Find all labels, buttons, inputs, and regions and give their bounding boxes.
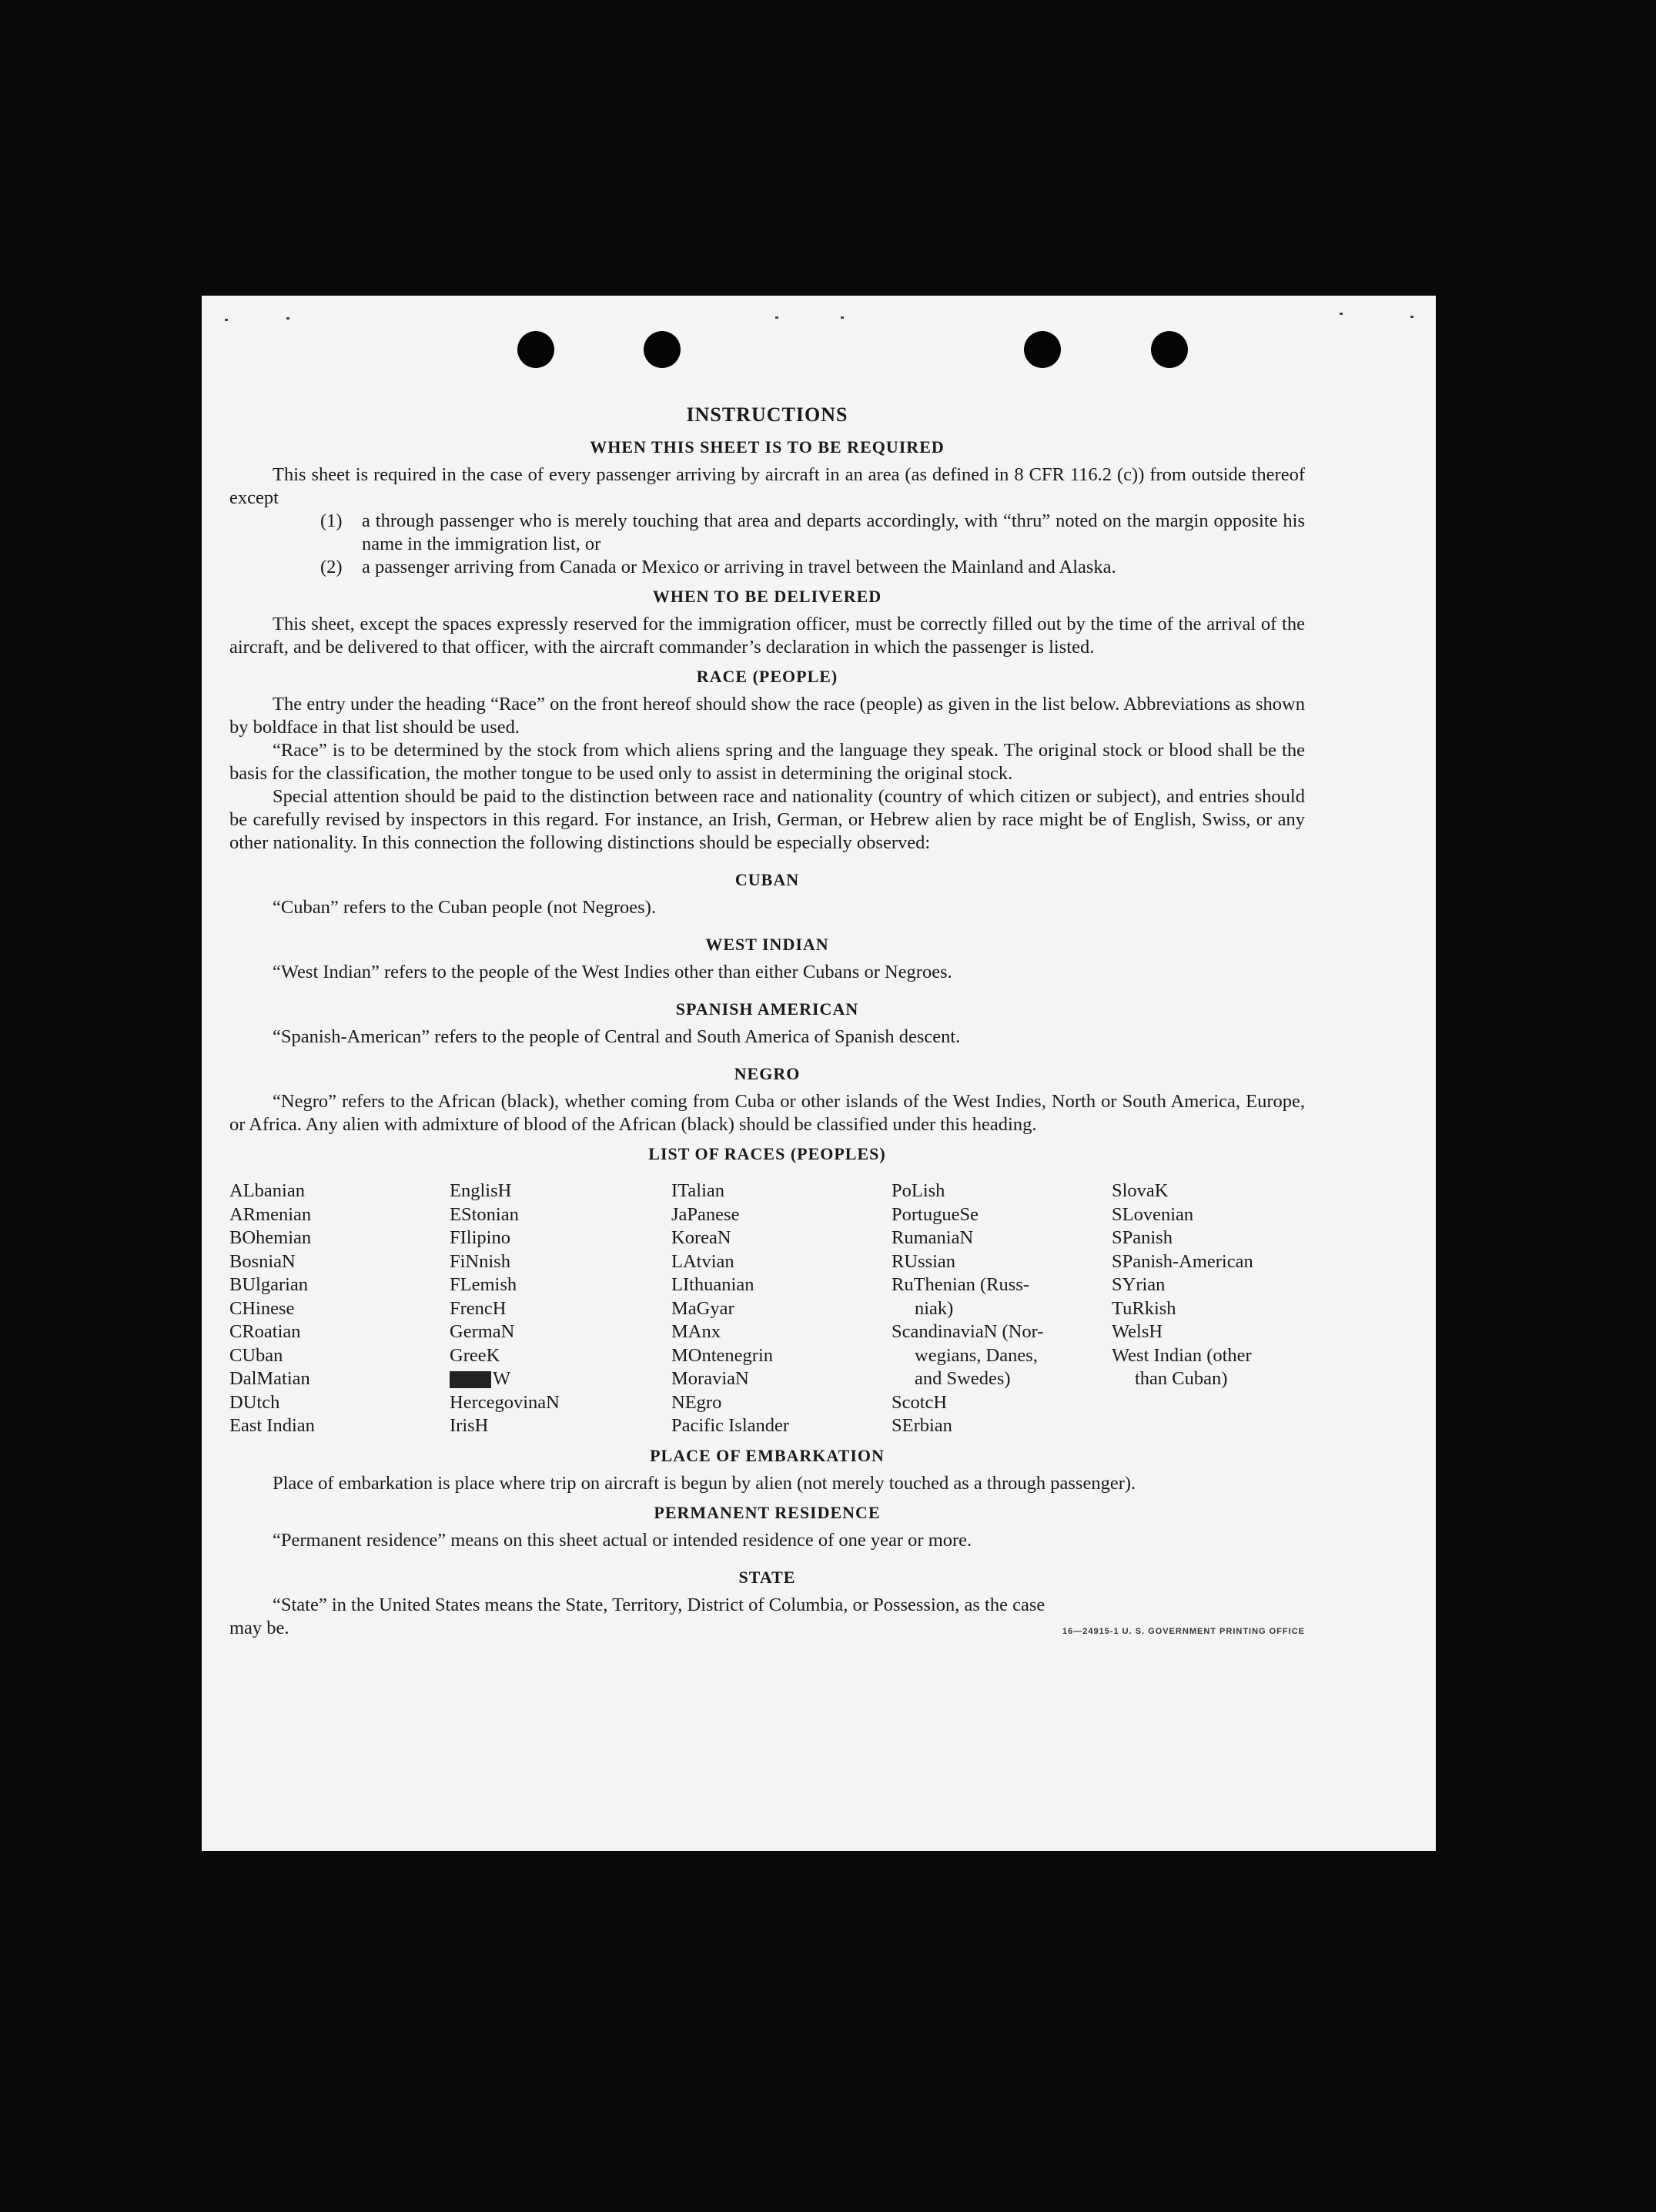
race-entry: CUban [229,1344,283,1366]
race-entry: PortugueSe [892,1203,979,1225]
race-entry: SlovaK [1112,1180,1169,1201]
section-text: “State” in the United States means the State, Territory, District of Columbia, or Possession, as the case [273,1594,1045,1615]
section-heading: WEST INDIAN [705,935,829,954]
race-entry: MoraviaN [671,1368,749,1389]
races-column [450,1180,671,1438]
section-heading: CUBAN [734,870,800,889]
race-entry: SErbian [892,1415,952,1436]
section-heading: SPANISH AMERICAN [675,999,859,1019]
race-entry-continued: and Swedes) [915,1368,1011,1389]
race-entry: ITalian [671,1180,725,1201]
races-column [229,1180,450,1438]
section-heading: PLACE OF EMBARKATION [650,1445,885,1465]
race-entry-continued: niak) [915,1297,954,1319]
race-entry: GreeK [450,1344,500,1366]
section-text: “Race” is to be determined by the stock from which aliens spring and the language they speak. The original stock or blood shall be the basis for the classification, the mother tongue to be used only to assist in determining the original stock. [229,740,1305,784]
race-entry: KoreaN [671,1227,731,1248]
races-column [892,1180,1112,1438]
race-entry: EStonian [450,1203,519,1225]
section-heading: STATE [738,1567,796,1587]
race-entry: TuRkish [1112,1297,1176,1319]
section-text: “Negro” refers to the African (black), whether coming from Cuba or other islands of the West Indies, North or South America, Europe, or Africa. Any alien with admixture of blood of the African (black) should be classified under this heading. [229,1091,1305,1135]
race-entry: DalMatian [229,1368,310,1389]
races-column [671,1180,892,1438]
section-heading: LIST OF RACES (PEOPLES) [648,1144,886,1163]
speck [1340,313,1343,315]
race-entry: BosniaN [229,1250,296,1272]
race-entry-continued: wegians, Danes, [915,1344,1038,1366]
race-entry: GermaN [450,1321,515,1342]
race-entry: FrencH [450,1297,507,1319]
race-entry: FLemish [450,1274,517,1295]
race-entry: DUtch [229,1391,280,1413]
section-heading: PERMANENT RESIDENCE [654,1502,881,1522]
race-entry: MAnx [671,1321,721,1342]
race-entry: WelsH [1112,1321,1163,1342]
race-entry: BOhemian [229,1227,312,1248]
section-text: This sheet, except the spaces expressly reserved for the immigration officer, must be correctly filled out by the time of the arrival of the aircraft, and be delivered to that officer, with the aircraft commander’s declaration in which the passenger is listed. [229,614,1305,658]
section-text-end: may be. [229,1617,289,1638]
race-entry: LAtvian [671,1250,734,1272]
race-entry: MaGyar [671,1297,734,1319]
punch-hole [517,331,554,368]
section-text: Special attention should be paid to the distinction between race and nationality (country of which citizen or subject), and entries should be carefully revised by inspectors in this regard. For instance, an Irish, German, or Hebrew alien by race might be of English, Swiss, or any other nationality. In this connection the following distinctions should be especially observed: [229,786,1305,853]
race-entry: MOntenegrin [671,1344,773,1366]
section-heading: NEGRO [734,1064,801,1083]
race-entry-continued: than Cuban) [1135,1368,1228,1389]
section-heading: WHEN TO BE DELIVERED [652,587,882,606]
section-text: This sheet is required in the case of every passenger arriving by aircraft in an area (as defined in 8 CFR 116.2 (c)) from outside thereof except [229,464,1305,508]
list-item [229,556,1305,579]
race-entry: CHinese [229,1297,295,1319]
race-entry: LIthuanian [671,1274,754,1295]
section-text: “Permanent residence” means on this sheet actual or intended residence of one year or more. [273,1529,972,1551]
item-text: a through passenger who is merely touching that area and departs accordingly, with “thru” noted on the margin opposite his name in the immigration list, or [362,510,1305,554]
item-number: (1) [320,510,343,531]
race-entry: JaPanese [671,1203,740,1225]
race-entry: HercegovinaN [450,1391,560,1413]
speck [286,317,289,320]
page-title: INSTRUCTIONS [686,403,848,426]
race-entry: SPanish [1112,1227,1173,1248]
race-entry: West Indian (other [1112,1344,1252,1366]
race-entry: SPanish-American [1112,1250,1253,1272]
race-entry: ALbanian [229,1180,305,1201]
race-entry-redacted [450,1367,671,1391]
last-line [229,1617,1305,1643]
race-entry: EnglisH [450,1180,512,1201]
race-entry: IrisH [450,1415,489,1436]
speck [225,319,228,321]
race-entry: ARmenian [229,1203,312,1225]
race-entry: East Indian [229,1415,315,1436]
race-entry: SYrian [1112,1274,1166,1295]
redaction-mark [450,1371,491,1388]
race-entry: CRoatian [229,1321,301,1342]
speck [1410,316,1413,318]
instructions-text [229,403,1305,1643]
printing-office-code: 16—24915-1 U. S. GOVERNMENT PRINTING OFFICE [1062,1626,1305,1636]
race-entry: RuThenian (Russ- [892,1274,1029,1295]
race-entry: FiNnish [450,1250,510,1272]
item-number: (2) [320,557,343,577]
punch-hole [1151,331,1188,368]
section-text: “West Indian” refers to the people of the West Indies other than either Cubans or Negroes. [273,962,952,982]
punch-hole [644,331,681,368]
document-page [202,296,1436,1851]
race-entry: BUlgarian [229,1274,309,1295]
race-entry: RumaniaN [892,1227,974,1248]
races-list [229,1180,1305,1438]
race-entry: ScandinaviaN (Nor- [892,1321,1044,1342]
race-entry: Pacific Islander [671,1415,790,1436]
section-text: The entry under the heading “Race” on the front hereof should show the race (people) as given in the list below. Abbreviations as shown by boldface in that list should be used. [229,694,1305,738]
section-heading: WHEN THIS SHEET IS TO BE REQUIRED [590,437,945,457]
race-entry: RUssian [892,1250,956,1272]
race-entry-suffix: W [493,1368,511,1389]
race-entry: FIlipino [450,1227,510,1248]
race-entry: NEgro [671,1391,722,1413]
item-text: a passenger arriving from Canada or Mexico or arriving in travel between the Mainland and Alaska. [362,557,1116,577]
list-item [229,510,1305,556]
speck [841,316,844,319]
punch-hole [1024,331,1061,368]
race-entry: PoLish [892,1180,945,1201]
section-text: “Cuban” refers to the Cuban people (not Negroes). [273,897,656,918]
race-entry: SLovenian [1112,1203,1194,1225]
speck [775,316,778,319]
section-heading: RACE (PEOPLE) [696,667,838,686]
section-text: “Spanish-American” refers to the people of Central and South America of Spanish descent. [273,1026,961,1047]
section-text: Place of embarkation is place where trip on aircraft is begun by alien (not merely touched as a through passenger). [273,1472,1136,1494]
races-column [1112,1180,1305,1438]
race-entry: ScotcH [892,1391,948,1413]
